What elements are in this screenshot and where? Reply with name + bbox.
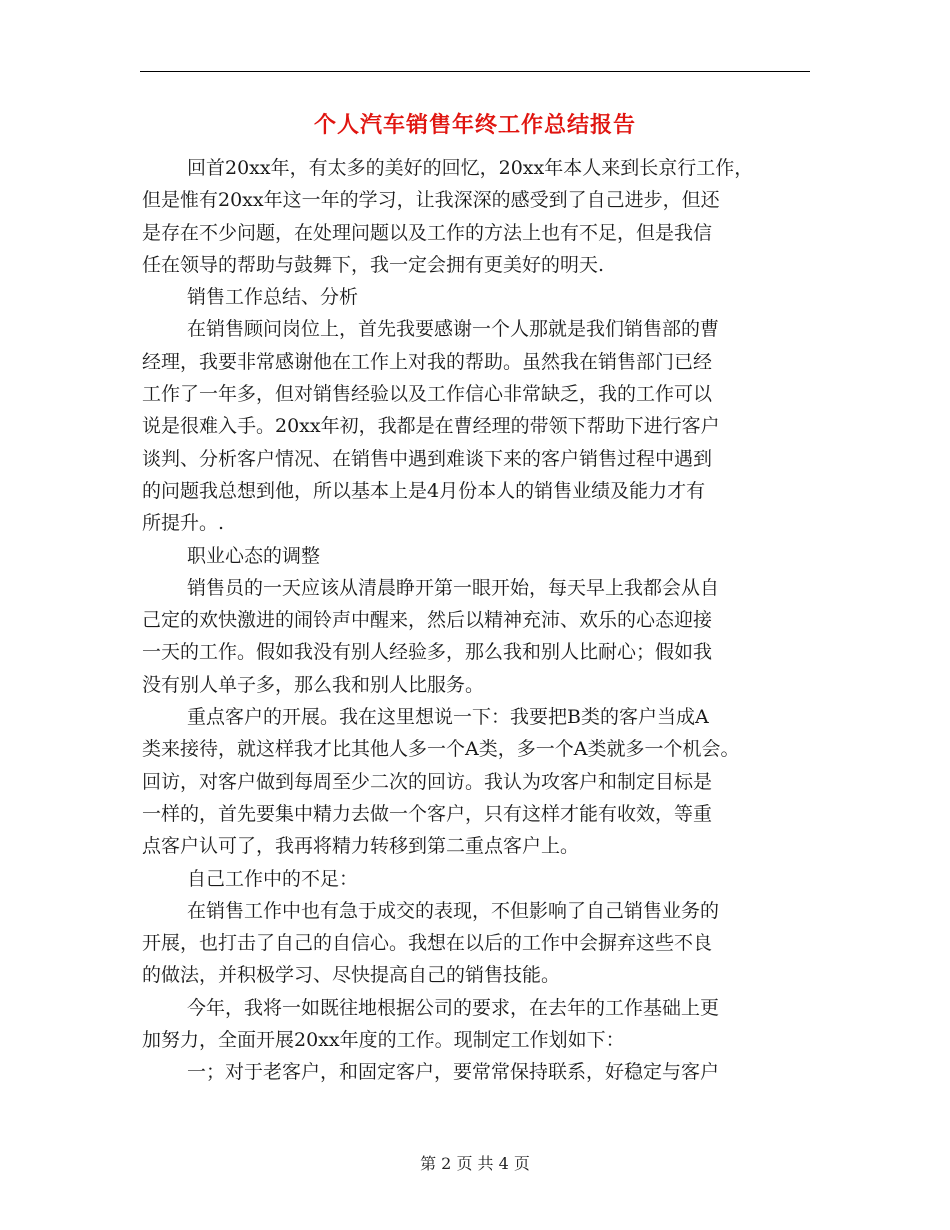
text-line: 是存在不少问题，在处理问题以及工作的方法上也有不足，但是我信 (142, 221, 713, 244)
text-line: 开展，也打击了自己的自信心。我想在以后的工作中会摒弃这些不良 (142, 932, 713, 955)
text-line: 销售工作总结、分析 (187, 286, 359, 309)
text-line: 一样的，首先要集中精力去做一个客户，只有这样才能有收效，等重 (142, 802, 713, 825)
text-line: 没有别人单子多，那么我和别人比服务。 (142, 673, 485, 696)
text-line: 但是惟有20xx年这一年的学习，让我深深的感受到了自己进步，但还 (142, 189, 720, 212)
header-rule (140, 71, 810, 72)
document-title: 个人汽车销售年终工作总结报告 (313, 112, 636, 138)
text-line: 今年，我将一如既往地根据公司的要求，在去年的工作基础上更 (187, 996, 720, 1019)
text-line: 谈判、分析客户情况、在销售中遇到难谈下来的客户销售过程中遇到 (142, 447, 713, 470)
text-line: 己定的欢快激进的闹铃声中醒来，然后以精神充沛、欢乐的心态迎接 (142, 609, 713, 632)
text-line: 说是很难入手。20xx年初，我都是在曹经理的带领下帮助下进行客户 (142, 415, 720, 438)
text-line: 加努力，全面开展20xx年度的工作。现制定工作划如下： (142, 1029, 625, 1052)
document-body (142, 152, 822, 1089)
text-line: 类来接待，就这样我才比其他人多一个A类，多一个A类就多一个机会。 (142, 738, 740, 761)
text-line: 任在领导的帮助与鼓舞下，我一定会拥有更美好的明天. (142, 253, 605, 276)
text-line: 回首20xx年，有太多的美好的回忆，20xx年本人来到长京行工作， (187, 157, 754, 179)
text-line: 所提升。. (142, 512, 225, 535)
text-line: 点客户认可了，我再将精力转移到第二重点客户上。 (142, 835, 580, 858)
text-line: 自己工作中的不足： (187, 867, 359, 890)
text-line: 销售员的一天应该从清晨睁开第一眼开始，每天早上我都会从自 (187, 576, 720, 599)
text-line: 在销售工作中也有急于成交的表现，不但影响了自己销售业务的 (187, 899, 720, 922)
text-line: 的做法，并积极学习、尽快提高自己的销售技能。 (142, 964, 561, 987)
text-line: 重点客户的开展。我在这里想说一下：我要把B类的客户当成A (187, 706, 709, 729)
text-line: 在销售顾问岗位上，首先我要感谢一个人那就是我们销售部的曹 (187, 318, 720, 341)
text-line: 的问题我总想到他，所以基本上是4月份本人的销售业绩及能力才有 (142, 479, 706, 502)
text-line: 职业心态的调整 (187, 544, 321, 567)
page-footer: 第 2 页 共 4 页 (420, 1154, 530, 1173)
text-line: 一；对于老客户，和固定客户，要常常保持联系，好稳定与客户 (187, 1061, 720, 1084)
text-line: 经理，我要非常感谢他在工作上对我的帮助。虽然我在销售部门已经 (142, 350, 713, 373)
text-line: 工作了一年多，但对销售经验以及工作信心非常缺乏，我的工作可以 (142, 383, 713, 406)
text-line: 回访，对客户做到每周至少二次的回访。我认为攻客户和制定目标是 (142, 770, 713, 793)
text-line: 一天的工作。假如我没有别人经验多，那么我和别人比耐心；假如我 (142, 641, 713, 664)
